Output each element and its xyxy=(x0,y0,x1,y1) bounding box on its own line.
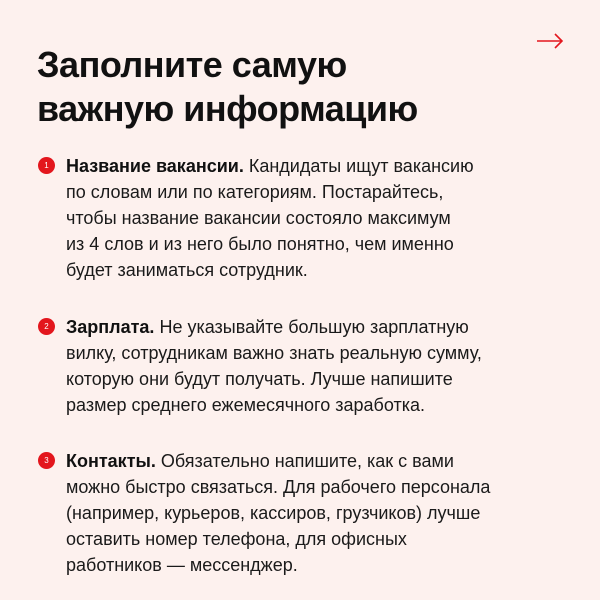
item-text-line: оставить номер телефона, для офисных xyxy=(66,529,407,549)
item-text-line: из 4 слов и из него было понятно, чем именно xyxy=(66,234,454,254)
item-text-line: Обязательно напишите, как с вами xyxy=(155,451,454,471)
item-text-line: Не указывайте большую зарплатную xyxy=(154,317,469,337)
item-text-line: будет заниматься сотрудник. xyxy=(66,260,308,280)
item-text-line: можно быстро связаться. Для рабочего персонала xyxy=(66,477,491,497)
item-text-line: (например, курьеров, кассиров, грузчиков) лучше xyxy=(66,503,481,523)
title-line-1: Заполните самую xyxy=(37,44,347,85)
list-item-salary xyxy=(38,314,568,418)
number-badge: 3 xyxy=(38,452,55,469)
item-text xyxy=(66,448,556,578)
list-item-vacancy-name xyxy=(38,153,568,283)
number-badge: 1 xyxy=(38,157,55,174)
item-text-line: Кандидаты ищут вакансию xyxy=(243,156,474,176)
item-text-line: размер среднего ежемесячного заработка. xyxy=(66,395,425,415)
item-text xyxy=(66,153,556,283)
item-text-line: по словам или по категориям. Постарайтесь, xyxy=(66,182,444,202)
page-title xyxy=(37,43,507,131)
next-arrow-icon[interactable] xyxy=(535,31,565,51)
item-text-line: вилку, сотрудникам важно знать реальную сумму, xyxy=(66,343,482,363)
item-text xyxy=(66,314,556,418)
title-line-2: важную информацию xyxy=(37,88,418,129)
number-badge: 2 xyxy=(38,318,55,335)
list-item-contacts xyxy=(38,448,568,578)
item-text-line: работников — мессенджер. xyxy=(66,555,298,575)
item-text-line: чтобы название вакансии состояло максимум xyxy=(66,208,451,228)
item-title: Название вакансии. xyxy=(66,156,244,176)
item-title: Зарплата. xyxy=(66,317,155,337)
item-text-line: которую они будут получать. Лучше напишите xyxy=(66,369,453,389)
item-title: Контакты. xyxy=(66,451,156,471)
